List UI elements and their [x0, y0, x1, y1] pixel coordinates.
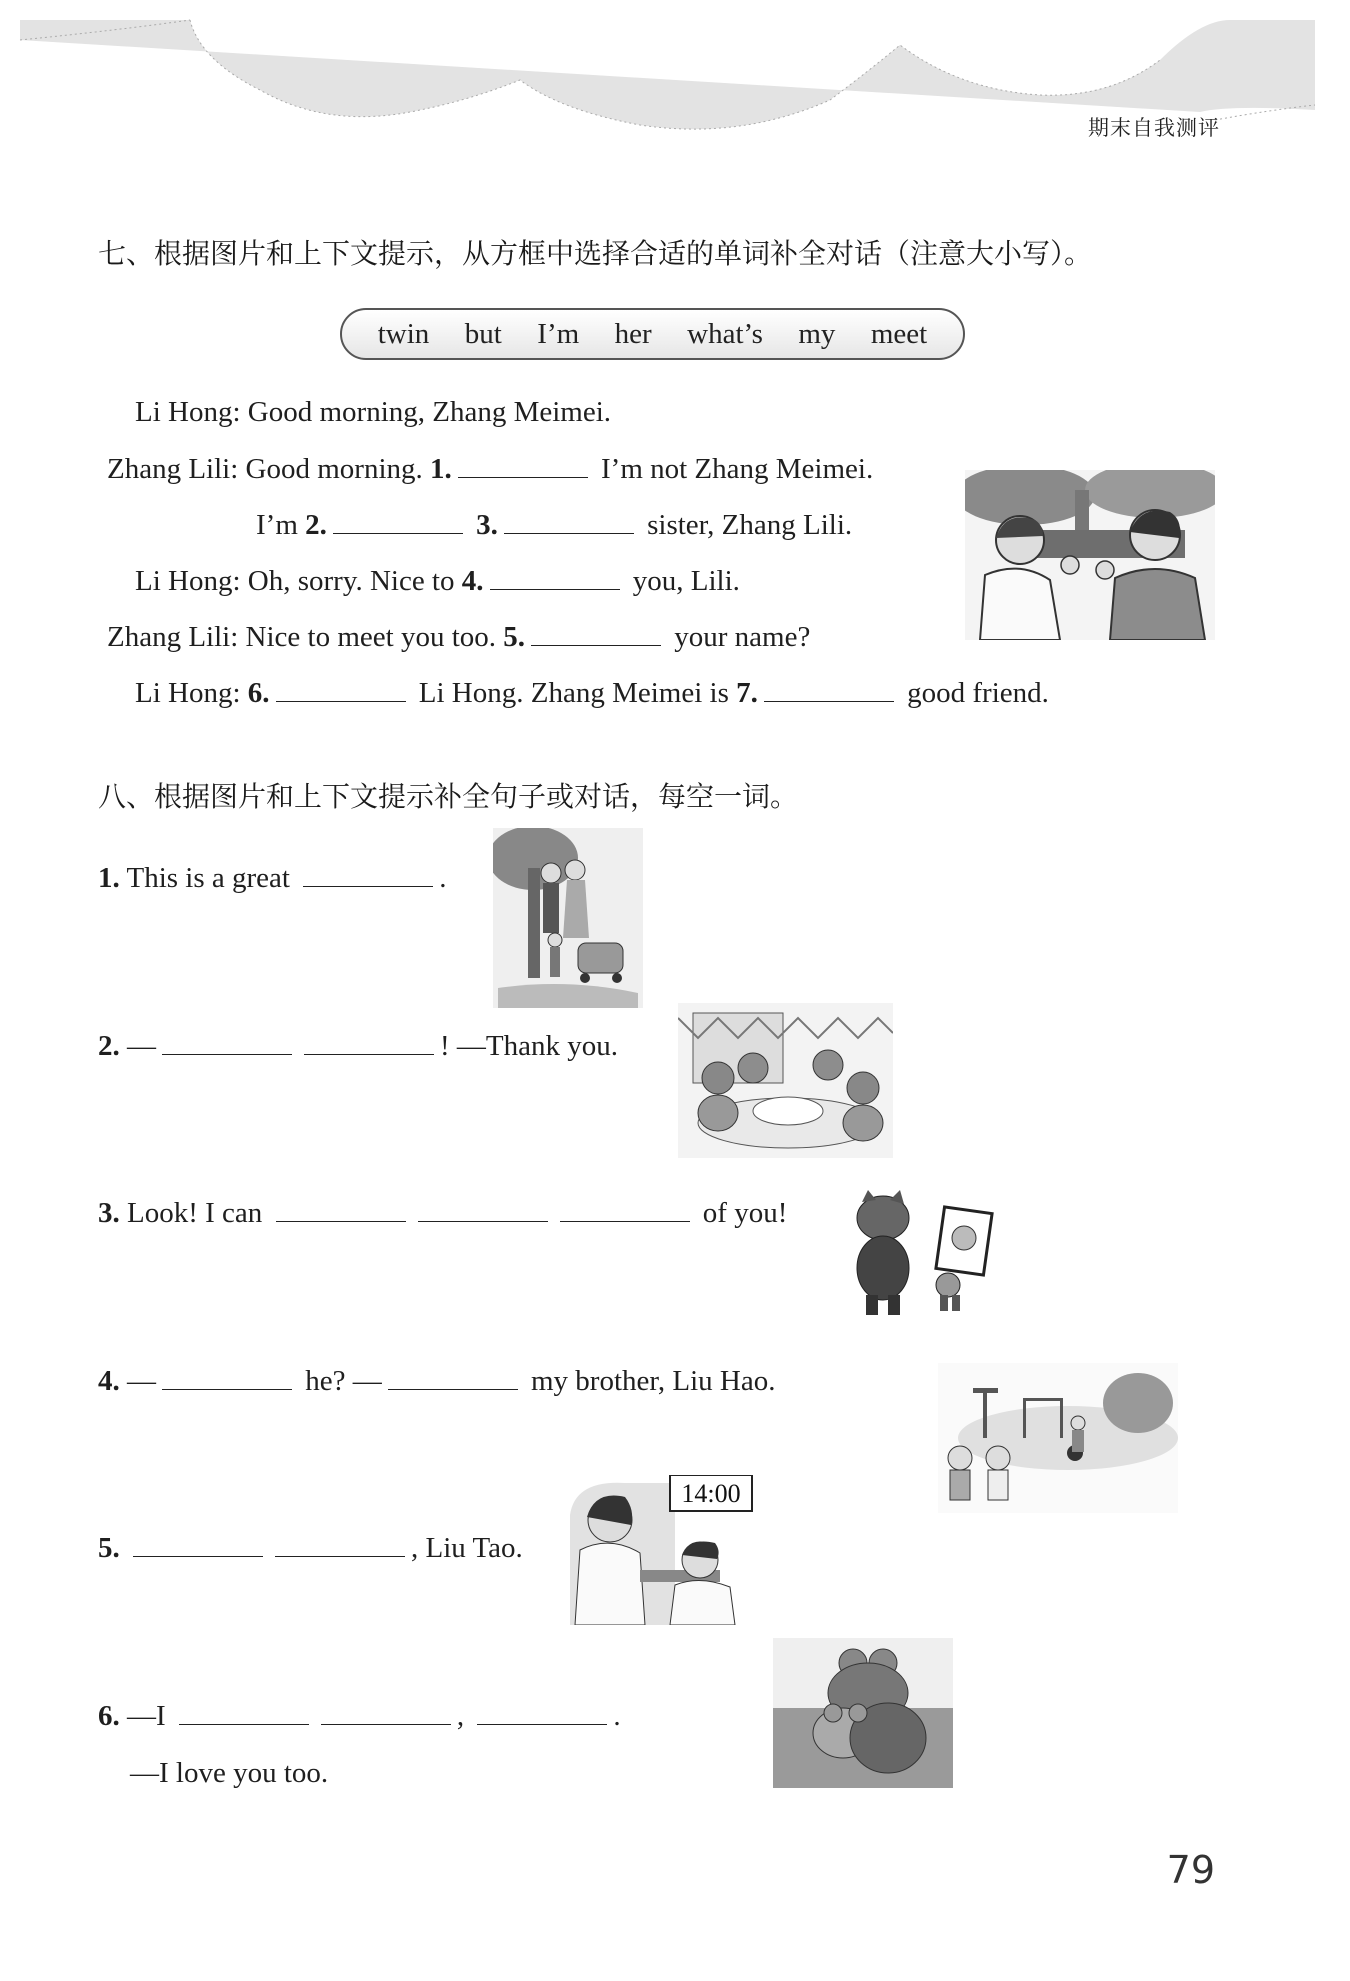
word-bank-item: I’m: [537, 317, 580, 350]
answer-blank[interactable]: [333, 509, 463, 534]
speaker: Li Hong:: [135, 396, 241, 428]
word-bank-item: her: [614, 317, 652, 350]
item-number: 1.: [98, 862, 120, 894]
item-text: of you!: [702, 1197, 788, 1229]
answer-blank[interactable]: [560, 1197, 690, 1222]
dialogue-text: I’m not Zhang Meimei.: [601, 453, 874, 485]
word-bank-item: meet: [870, 317, 928, 350]
item-text: my brother, Liu Hao.: [531, 1365, 776, 1397]
dialogue-line: [135, 394, 611, 430]
answer-blank[interactable]: [504, 509, 634, 534]
dialogue-text: good friend.: [907, 677, 1049, 709]
blank-number: 3.: [476, 509, 498, 541]
dialogue-text: Oh, sorry. Nice to: [247, 565, 455, 597]
dialogue-line: [135, 563, 740, 599]
answer-blank[interactable]: [418, 1197, 548, 1222]
answer-blank[interactable]: [531, 621, 661, 646]
answer-blank[interactable]: [162, 1030, 292, 1055]
item-text: ,: [456, 1700, 465, 1732]
exercise-item-5: [98, 1530, 523, 1566]
dialogue-text: Good morning, Zhang Meimei.: [247, 396, 612, 428]
blank-number: 2.: [305, 509, 327, 541]
dialogue-line: [135, 675, 1049, 711]
answer-blank[interactable]: [490, 565, 620, 590]
dialogue-line: [107, 619, 810, 655]
speaker: Li Hong:: [135, 677, 241, 709]
item-text: .: [613, 1700, 621, 1732]
item-number: 2.: [98, 1030, 120, 1062]
answer-blank[interactable]: [162, 1365, 292, 1390]
blank-number: 1.: [430, 453, 452, 485]
speaker: Li Hong:: [135, 565, 241, 597]
answer-blank[interactable]: [321, 1700, 451, 1725]
exercise-item-3: [98, 1195, 787, 1231]
answer-blank[interactable]: [276, 1197, 406, 1222]
cat-drawing-mouse-illustration: [848, 1190, 998, 1320]
item-number: 6.: [98, 1700, 120, 1732]
answer-blank[interactable]: [276, 677, 406, 702]
dialogue-text: Li Hong. Zhang Meimei is: [418, 677, 729, 709]
word-bank-item: what’s: [687, 317, 763, 350]
teacher-student-clock-illustration: [565, 1475, 760, 1625]
item-number: 3.: [98, 1197, 120, 1229]
clock-time: 14:00: [681, 1479, 741, 1508]
item-text: —: [127, 1030, 156, 1062]
answer-blank[interactable]: [303, 862, 433, 887]
section7-title: 七、根据图片和上下文提示，从方框中选择合适的单词补全对话（注意大小写）。: [98, 237, 1093, 270]
dialogue-text: I’m: [256, 509, 298, 541]
item-text: —: [127, 1365, 156, 1397]
blank-number: 5.: [503, 621, 525, 653]
speaker: Zhang Lili:: [107, 453, 239, 485]
exercise-item-6: [98, 1698, 621, 1734]
mouse-family-hug-illustration: [773, 1638, 953, 1788]
answer-blank[interactable]: [458, 453, 588, 478]
blank-number: 4.: [461, 565, 484, 597]
family-park-illustration: [493, 828, 643, 1008]
speaker: Zhang Lili:: [107, 621, 239, 653]
word-bank-item: twin: [377, 317, 430, 350]
exercise-item-2: [98, 1028, 618, 1064]
item-text: —I: [127, 1700, 166, 1732]
answer-blank[interactable]: [275, 1532, 405, 1557]
answer-blank[interactable]: [304, 1030, 434, 1055]
exercise-item-1: [98, 860, 446, 896]
section8-title: 八、根据图片和上下文提示补全句子或对话，每空一词。: [98, 780, 799, 813]
word-bank: [340, 308, 965, 360]
dialogue-text: your name?: [674, 621, 811, 653]
item-text: —Thank you.: [456, 1030, 619, 1062]
boys-playground-illustration: [938, 1363, 1178, 1513]
answer-blank[interactable]: [133, 1532, 263, 1557]
item-number: 4.: [98, 1365, 120, 1397]
item-text: —: [352, 1365, 382, 1397]
girls-waving-illustration: [965, 470, 1215, 640]
exercise-item-6-reply: —I love you too.: [130, 1757, 329, 1789]
item-text: Look! I can: [127, 1197, 263, 1229]
item-number: 5.: [98, 1532, 120, 1564]
dialogue-text: Good morning.: [245, 453, 423, 485]
dialogue-text: sister, Zhang Lili.: [647, 509, 853, 541]
dialogue-text: you, Lili.: [632, 565, 740, 597]
blank-number: 6.: [247, 677, 270, 709]
page-number: 79: [1166, 1848, 1215, 1892]
blank-number: 7.: [736, 677, 758, 709]
dialogue-line: [107, 451, 873, 487]
dialogue-text: Nice to meet you too.: [245, 621, 496, 653]
header-label: 期末自我测评: [1088, 116, 1220, 140]
exercise-item-4: [98, 1363, 775, 1399]
word-bank-item: but: [464, 317, 502, 350]
answer-blank[interactable]: [388, 1365, 518, 1390]
answer-blank[interactable]: [764, 677, 894, 702]
item-text: he?: [305, 1365, 346, 1397]
dialogue-line: [256, 507, 852, 543]
answer-blank[interactable]: [477, 1700, 607, 1725]
item-text: .: [439, 862, 447, 894]
word-bank-item: my: [798, 317, 836, 350]
birthday-party-illustration: [678, 1003, 893, 1158]
answer-blank[interactable]: [179, 1700, 309, 1725]
item-text: This is a great: [126, 862, 290, 894]
item-text: , Liu Tao.: [411, 1532, 523, 1564]
item-text: !: [440, 1030, 450, 1062]
